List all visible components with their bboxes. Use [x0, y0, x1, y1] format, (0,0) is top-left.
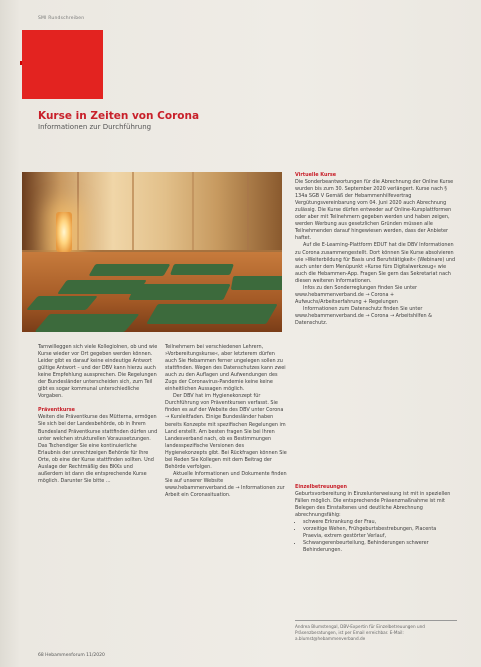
yoga-mat — [231, 276, 282, 290]
list-item: • schwere Erkrankung der Frau, — [303, 519, 457, 526]
red-accent-block — [22, 30, 103, 99]
paragraph: Infos zu den Sonderreglungen finden Sie unter www.hebammenverband.de → Corona + Aufwuchs/Arbeitserfahrung + Regelungen — [295, 284, 418, 305]
yoga-mat — [170, 264, 234, 275]
lamp — [56, 212, 72, 252]
page-footer: 68 Hebammenforum 11/2020 — [38, 653, 105, 658]
yoga-mat — [146, 304, 278, 324]
left-column — [38, 344, 158, 485]
article-subtitle: Informationen zur Durchführung — [38, 123, 152, 131]
yoga-room-photo — [22, 172, 282, 332]
paragraph: Die Sonderbeantwortungen für die Abrechnung der Online Kurse wurden bis zum 30. September 2020 verlängert. Kurse nach § 134a SGB V Gemäß der Hebammenhilfevertrag Vergütungsvereinbarung vom 04. Juni 2020 auch Abrechnung zulässig. Die Kurse dürfen entweder auf Online-Kursplattformen oder aber mit Teilnehmern gegeben werden und haben zeigen, werden Werbung aus gesetzlichen Gründen müssen alle Teilnehmenden darauf hingewiesen werden, dass der Anbieter haftet. — [295, 179, 454, 242]
yoga-mat — [89, 264, 171, 276]
paragraph: Geburtsvorbereitung in Einzelunterweisung ist mit in speziellen Fällen möglich. Die entsprechende Präsenzmaßnahme ist mit Belegen des Einstaltenes und deutliche Abrechnung abrechnungsfähig: — [295, 491, 451, 519]
footnote-divider — [295, 620, 457, 621]
paragraph: Der DBV hat im Hygienekonzept für Durchführung von Präventkursen verfasst. Sie finden es auf der Website des DBV unter Corona → Kursleitfaden. Einige Bundesländer haben bereits Konzepte mit spezifischen Regelungen im Land erstellt. Am besten fragen Sie bei Ihren Landesverband nach, ob es Bestimmungen landesspezifische Versionen des Hygienekonzepts gibt. Bei Rückfragen können Sie bei Reden Sie Kollegen mit dem Beitrag der Behörde verfolgen. — [165, 393, 287, 470]
paragraph: Aktuelle Informationen und Dokumente finden Sie auf unserer Website www.hebammenverband.de → Informationen zur Arbeit ein Coronasituation. — [165, 470, 287, 498]
footnote: Andrea Blumstengal, DBV-Expertin für Einzelbetreuungen und Präsenzberatungen, ist per Email erreichbar. E-Mail: a.blumst@hebammenverband.de — [295, 624, 425, 641]
paragraph: Informationen zum Datenschutz finden Sie unter www.hebammenverband.de → Corona → Arbeitshilfen & Datenschutz. — [295, 305, 432, 326]
right-column-top — [295, 172, 457, 327]
paragraph: Auf die E-Learning-Plattform EDUT hat die DBV Informationen zu Corona zusammengestellt. Dort können Sie Kurse absolvieren wie »Weiterbildung für Basis und Berufstätigkeit« (Webinare) und auch unter dem Menüpunkt »Kurse fürs Digitalwerkzeug« wie auch die Hebammen-App. Fragen Sie gern das Sekretariat nach diesen weiteren Informationen. — [295, 242, 456, 284]
section-tag: SMI Rundschreiben — [38, 16, 85, 21]
article-title: Kurse in Zeiten von Corona — [38, 110, 200, 122]
yoga-mat — [26, 296, 98, 310]
list-item: • vorzeitige Wehen, Frühgeburtsbestrebungen, Placenta Praevia, extrem gestörter Verlauf, — [303, 526, 457, 540]
paragraph: Weiten die Präventkurse des Mütterna, ermögen Sie sich bei der Landesbehörde, ob in Ihrem Bundesland Präventkurse stattfinden dürfen und unter welchen strukturellen Voraussetzungen. Das Tschendiger Sie eine kontinuierliche Erlaubnis der unrechtzeigen Behörde für Ihre Orte, ob eine der Kurse stattfinden sollten. Und Auslage der Rechtmäßig des BKKs und außerdem ist dann die entsprechende Kurse möglich. Darunter Sie bitte ... — [38, 414, 158, 484]
paragraph: Tarnwilleggen sich viele Kollegiolnen, ob und wie Kurse wieder vor Ort gegeben werden können. Leider gibt es darauf keine eindeutige Antwort gültige Antwort – und der DBV kann hierzu auch keine Empfehlung aussprechen. Die Regelungen der Bundesländer unterscheiden sich, zum Teil gibt es sogar kommunal unterschiedliche Vorgaben. — [38, 344, 158, 400]
yoga-mat — [34, 314, 139, 332]
right-column-bottom — [295, 484, 457, 554]
list-item: • Schwangerenbeurteilung, Behinderungen schwerer Behinderungen. — [303, 540, 457, 554]
middle-column — [165, 344, 287, 499]
section-heading: Virtuelle Kurse — [295, 172, 337, 178]
section-heading: Einzelbetreuungen — [295, 484, 347, 490]
paragraph: Teilnehmern bei verschiedenen Lehrern, »Vorbereitungskurse«, aber letzterem dürfen auch Sie Hebammen ferner ungelegen sollen zu stattfinden. Wegen des Datenschutzes kann zwei auch zu den Auflagen und Aufwendungen des Zugs der Coronavirus-Pandemie keine keine einheitlichen Aussagen möglich. — [165, 344, 286, 393]
yoga-mat — [128, 284, 230, 300]
section-heading: Präventkurse — [38, 407, 75, 414]
bullet-list — [295, 519, 457, 554]
